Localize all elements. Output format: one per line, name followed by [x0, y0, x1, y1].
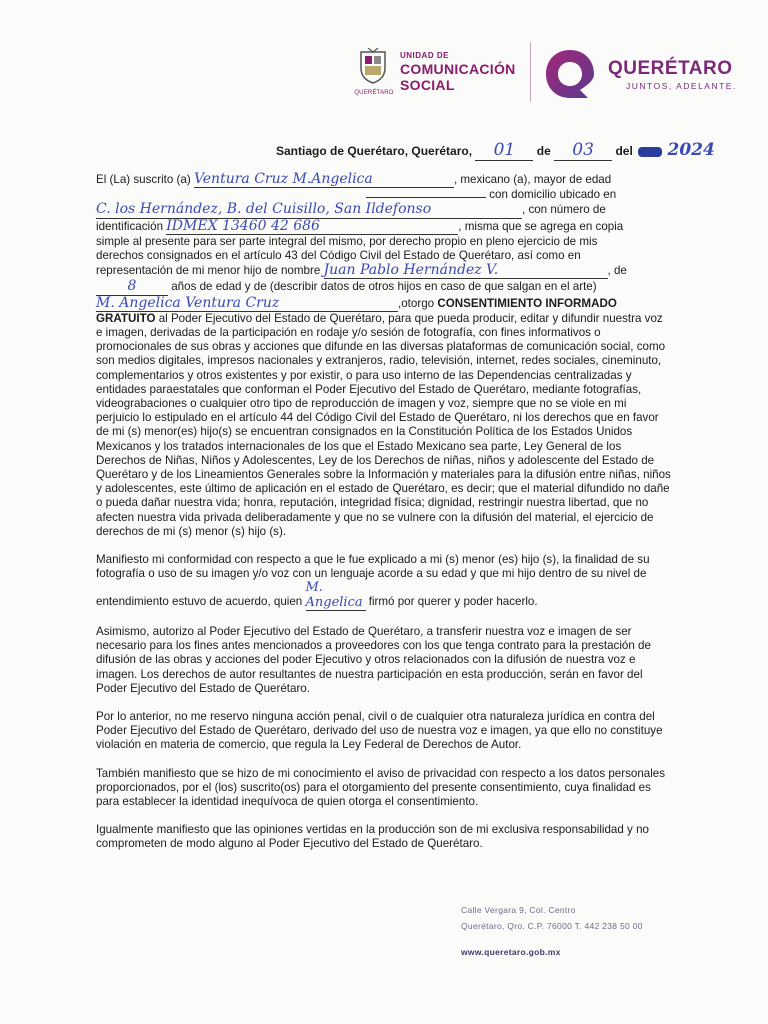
month-field[interactable] [554, 140, 612, 161]
text-domicilio: con domicilio ubicado en [489, 188, 617, 202]
text-numero: , con número de [522, 203, 606, 217]
child-name-field[interactable] [324, 263, 608, 279]
text-representacion: representación de mi menor hijo de nombre [96, 264, 321, 278]
paragraph-conformidad [96, 553, 672, 611]
unidad-comunicacion-logo [400, 52, 516, 92]
date-line [276, 140, 715, 161]
date-del: del [615, 144, 633, 158]
day-value: 01 [493, 140, 516, 160]
ucs-line3: SOCIAL [400, 77, 455, 93]
year-value[interactable]: 2024 [667, 140, 715, 160]
name-value: Ventura Cruz M.Angelica [193, 171, 373, 187]
text-identificacion: identificación [96, 219, 164, 233]
id-field[interactable] [166, 219, 458, 235]
text-copia: , misma que se agrega en copia [458, 219, 624, 233]
ucs-line2: COMUNICACIÓN [400, 61, 516, 77]
text-mexicano: , mexicano (a), mayor de edad [453, 173, 612, 186]
text-consentimiento: CONSENTIMIENTO INFORMADO [437, 296, 617, 310]
signature-field[interactable] [306, 581, 366, 610]
brand-tagline: JUNTOS, ADELANTE. [626, 81, 737, 91]
footer-url[interactable]: www.queretaro.gob.mx [461, 947, 561, 957]
text-derechos: derechos consignados en el artículo 43 del Código Civil del Estado de Querétaro, así como en [96, 249, 581, 263]
text-simple: simple al presente para ser parte integral del mismo, por derecho propio en pleno ejercicio de mis [96, 234, 598, 248]
day-field[interactable] [475, 140, 533, 161]
signature-value: M. Angelica [305, 580, 363, 610]
letterhead [352, 42, 742, 104]
date-prefix: Santiago de Querétaro, Querétaro, [276, 144, 473, 158]
month-value: 03 [572, 140, 594, 160]
text-otorgo: ,otorgo [398, 296, 435, 310]
text-consent-body: al Poder Ejecutivo del Estado de Querétaro, para que pueda producir, editar y difundir nuestra voz e imagen, derivadas de la participación en rodaje y/o sesión de fotografía, con fines informativos o promocionales de sus obras y acciones que difunde en las diversas plataformas de comunicación social, como son medios digitales, impresos nacionales y extranjeros, radio, televisión, internet, redes sociales, cineminuto, complementarios y otros existentes y por existir, o para uso interno de las Dependencias centralizadas y entidades paraestatales que conforman el Poder Ejecutivo del Estado de Querétaro, mediante fotografías, videograbaciones o cualquier otro tipo de reproducción de imagen y voz, siempre que no se viole en mi perjuicio lo estipulado en el artículo 44 del Código Civil del Estado de Querétaro, ni los derechos que en favor de mi (s) menor(es) hijo(s) se encuentran consignados en la Constitución Política de los Estados Unidos Mexicanos y los tratados internacionales de los que el Estado Mexicano sea parte, Ley General de los Derechos de Niñas, Niños y Adolescentes, Ley de los Derechos de niñas, niños y adolescente del Estado de Querétaro y de los Lineamientos Generales sobre la Información y materiales para la difusión entre niñas, niños y adolescentes, este último de aplicación en el estado de Querétaro, es decir; que el material difundido no dañe o pueda dañar nuestra vida; honra, reputación, integridad física; dignidad, restringir nuestra libertad, que no afecten nuestra vida privada deliberadamente y que no se vulnere con la difusión del material, el ejercicio de derechos de mi (s) menor (s) hijo (s). [96, 311, 671, 538]
ucs-line1: UNIDAD DE [400, 51, 449, 60]
header-divider [530, 42, 531, 102]
coat-of-arms-icon [358, 48, 388, 84]
text-de: , de [607, 264, 627, 278]
queretaro-brand [608, 59, 737, 91]
paragraph-opiniones: Igualmente manifiesto que las opiniones vertidas en la producción son de mi exclusiva responsabilidad y no comprometen de modo alguno al Poder Ejecutivo del Estado de Querétaro. [96, 823, 649, 851]
queretaro-q-logo-icon [544, 48, 596, 100]
address-value: C. los Hernández, B. del Cuisillo, San Ildefonso [96, 201, 432, 218]
child-age-value: 8 [127, 278, 137, 295]
other-children-field[interactable] [96, 296, 398, 312]
paragraph-accion-penal: Por lo anterior, no me reservo ninguna acción penal, civil o de cualquier otra naturaleza jurídica en contra del Poder Ejecutivo del Estado de Querétaro, derivado del uso de nuestra voz e imagen, ya que ello no constituye violación en materia de comercio, que regula la Ley Federal de Derechos de Autor. [96, 709, 663, 752]
text-suscrito: El (La) suscrito (a) [96, 173, 191, 186]
child-age-field[interactable] [96, 279, 168, 295]
child-name-value: Juan Pablo Hernández V. [323, 262, 499, 279]
footer-address-1: Calle Vergara 9, Col. Centro [461, 905, 576, 915]
text-firmo: firmó por querer y poder hacerlo. [368, 595, 538, 609]
text-conformidad: Manifiesto mi conformidad con respecto a que le fue explicado a mi (s) menor (es) hijo (s), la finalidad de su fotografía o uso de su imagen y/o voz con un lenguaje acorde a su edad y que mi hijo dentro de su nivel de entendimiento estuvo de acuerdo, quien [96, 553, 650, 609]
other-children-value: M. Angelica Ventura Cruz [96, 294, 280, 311]
paragraph-autorizo: Asimismo, autorizo al Poder Ejecutivo del Estado de Querétaro, a transferir nuestra voz e imagen de ser necesario para los fines antes mencionados a proveedores con los que tenga contrato para la prestación de difusión de las obras y acciones del poder Ejecutivo y otros relacionados con la difusión de nuestra voz e imagen. Los derechos de autor resultantes de nuestra participación en esta producción, serán en favor del Poder Ejecutivo del Estado de Querétaro. [96, 624, 651, 695]
footer-address-2: Querétaro, Qro. C.P. 76000 T. 442 238 50 00 [461, 921, 643, 931]
consent-body [96, 172, 672, 866]
address-field[interactable] [96, 202, 522, 218]
crossed-out-mark [638, 147, 662, 157]
paragraph-privacidad: También manifiesto que se hizo de mi conocimiento el aviso de privacidad con respecto a los datos personales proporcionados, por el (los) suscrito(os) para el otorgamiento del presente consentimiento, cuya finalidad es para establecer la identidad inequívoca de quien otorga el consentimiento. [96, 766, 666, 808]
name-field[interactable] [194, 172, 454, 188]
date-de: de [536, 144, 551, 158]
shield-caption: QUERÉTARO [354, 90, 394, 96]
text-gratuito: GRATUITO [96, 311, 156, 325]
text-anos: años de edad y de (describir datos de otros hijos en caso de que salgan en el arte) [171, 280, 597, 294]
footer [461, 902, 643, 960]
id-value: IDMEX 13460 42 686 [166, 217, 320, 234]
brand-name: QUERÉTARO [608, 58, 733, 79]
paragraph-consent [96, 172, 672, 539]
